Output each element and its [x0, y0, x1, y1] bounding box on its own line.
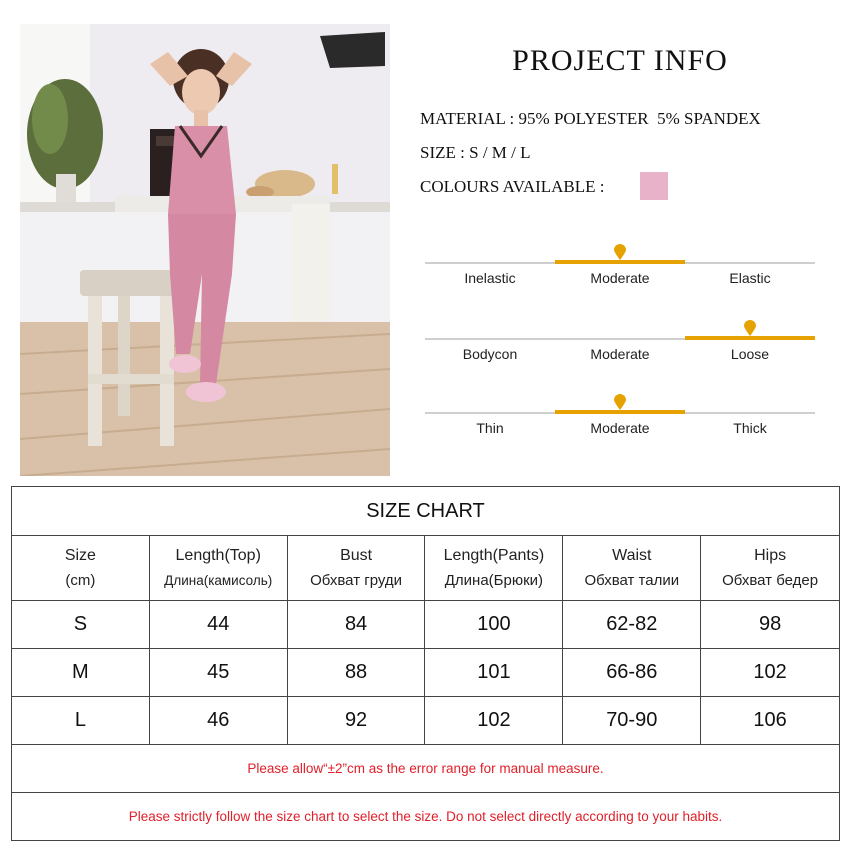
- cell-bust: 92: [287, 697, 425, 745]
- scale-marker-icon: [613, 394, 627, 410]
- scale-active-segment: [555, 410, 685, 414]
- size-chart-title: SIZE CHART: [12, 487, 840, 536]
- size-chart-header-row: [12, 536, 840, 601]
- colour-swatch-pink: [640, 172, 668, 200]
- header-en: Length(Pants): [443, 547, 545, 564]
- size-line: [420, 143, 531, 163]
- model-wearing-pajamas-illustration: [20, 24, 390, 476]
- project-info-title: PROJECT INFO: [512, 44, 728, 77]
- cell-size: S: [12, 601, 150, 649]
- elasticity-scale: [425, 250, 815, 290]
- size-label: SIZE :: [420, 143, 470, 162]
- size-value: S / M / L: [469, 143, 531, 162]
- cell-hips: 106: [701, 697, 840, 745]
- header-en: Hips: [754, 547, 787, 564]
- header-en: Size: [64, 547, 96, 564]
- scale-label: Thick: [733, 420, 767, 436]
- material-value: 95% POLYESTER 5% SPANDEX: [518, 109, 761, 128]
- cell-waist: 70-90: [563, 697, 701, 745]
- scale-active-segment: [685, 336, 815, 340]
- header-en: Length(Top): [175, 547, 261, 564]
- header-cell: [149, 536, 287, 601]
- header-cell: [287, 536, 425, 601]
- table-row: [12, 649, 840, 697]
- header-ru: Обхват бедер: [722, 572, 819, 589]
- cell-hips: 98: [701, 601, 840, 649]
- scale-label: Moderate: [590, 270, 650, 286]
- material-label: MATERIAL :: [420, 109, 519, 128]
- colours-line: [420, 177, 609, 197]
- cell-bust: 88: [287, 649, 425, 697]
- scale-marker-icon: [743, 320, 757, 336]
- cell-length-top: 46: [149, 697, 287, 745]
- scale-label: Bodycon: [462, 346, 518, 362]
- cell-size: L: [12, 697, 150, 745]
- cell-size: M: [12, 649, 150, 697]
- colours-label: COLOURS AVAILABLE :: [420, 177, 609, 196]
- cell-bust: 84: [287, 601, 425, 649]
- cell-waist: 62-82: [563, 601, 701, 649]
- size-chart-table: [11, 486, 840, 841]
- cell-length-pants: 100: [425, 601, 563, 649]
- header-ru: Длина(камисоль): [164, 573, 273, 588]
- header-ru: Обхват груди: [310, 572, 403, 589]
- header-cell: [701, 536, 840, 601]
- scale-label: Thin: [476, 420, 504, 436]
- scale-label: Elastic: [729, 270, 771, 286]
- measurement-tolerance-note: Please allow“±2”cm as the error range for manual measure.: [12, 745, 840, 793]
- table-row: [12, 601, 840, 649]
- header-ru: (cm): [65, 572, 96, 589]
- header-cell: [425, 536, 563, 601]
- header-en: Waist: [612, 547, 652, 564]
- cell-length-pants: 102: [425, 697, 563, 745]
- thickness-scale: [425, 400, 815, 440]
- cell-length-top: 44: [149, 601, 287, 649]
- cell-length-pants: 101: [425, 649, 563, 697]
- scale-label: Inelastic: [464, 270, 516, 286]
- size-selection-note: Please strictly follow the size chart to select the size. Do not select directly according to your habits.: [12, 793, 840, 841]
- header-ru: Длина(Брюки): [444, 572, 544, 589]
- cell-waist: 66-86: [563, 649, 701, 697]
- cell-hips: 102: [701, 649, 840, 697]
- scale-label: Moderate: [590, 346, 650, 362]
- header-en: Bust: [340, 547, 373, 564]
- scale-active-segment: [555, 260, 685, 264]
- scale-marker-icon: [613, 244, 627, 260]
- scale-label: Moderate: [590, 420, 650, 436]
- cell-length-top: 45: [149, 649, 287, 697]
- table-row: [12, 697, 840, 745]
- product-photo: [20, 24, 390, 476]
- header-cell: [563, 536, 701, 601]
- material-line: [420, 109, 761, 129]
- scale-label: Loose: [730, 346, 770, 362]
- header-cell: [12, 536, 150, 601]
- fit-scale: [425, 326, 815, 366]
- header-ru: Обхват талии: [584, 572, 680, 589]
